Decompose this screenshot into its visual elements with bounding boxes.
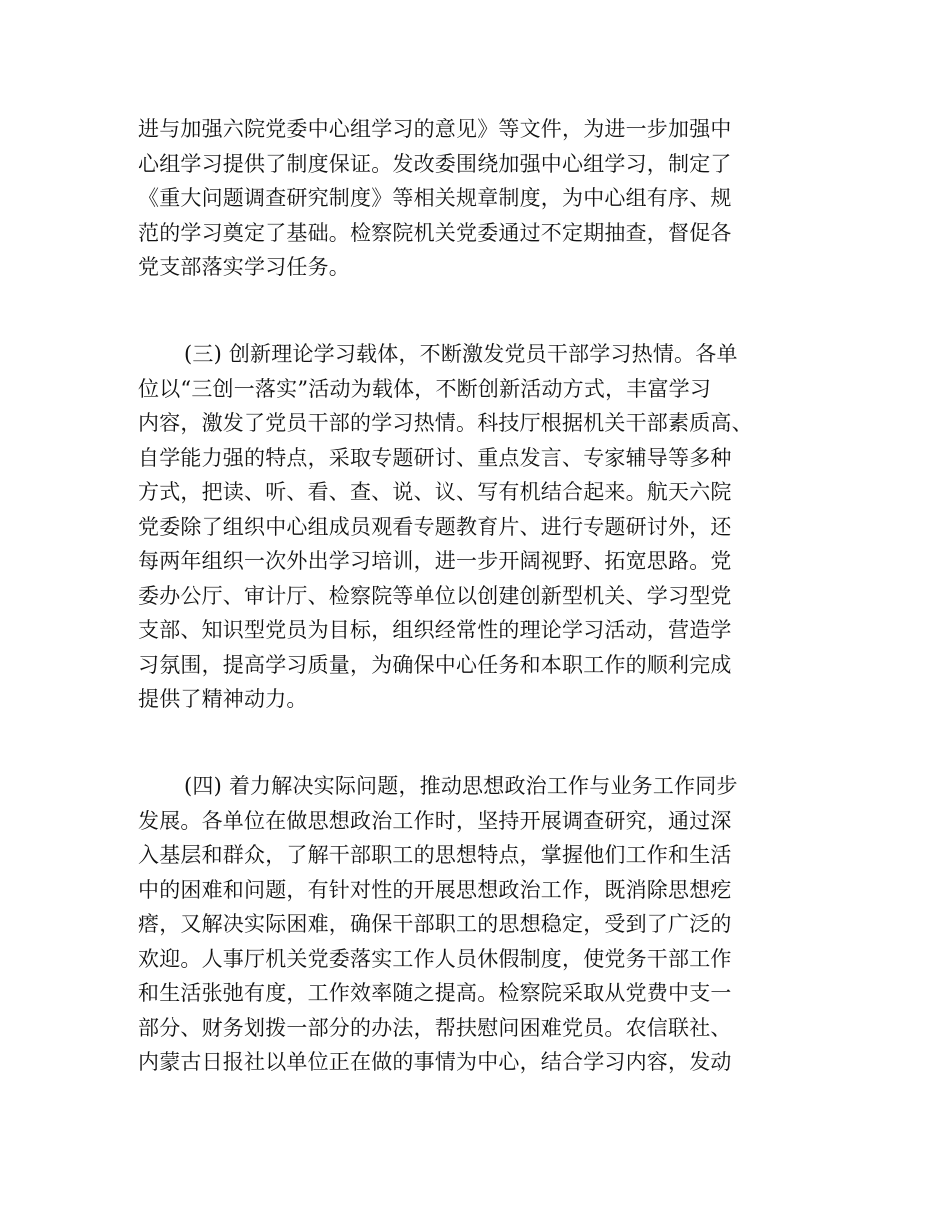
paragraph-line: 进与加强六院党委中心组学习的意见》等文件，为进一步加强中 — [138, 117, 732, 141]
paragraph-line: 中的困难和问题，有针对性的开展思想政治工作，既消除思想疙 — [138, 877, 732, 902]
section-heading-line: (三) 创新理论学习载体，不断激发党员干部学习热情。各单 — [184, 342, 738, 366]
paragraph-line: 委办公厅、审计厅、检察院等单位以创建创新型机关、学习型党 — [138, 583, 732, 608]
paragraph-line: 党支部落实学习任务。 — [138, 255, 350, 279]
section-heading-line: (四) 着力解决实际问题，推动思想政治工作与业务工作同步 — [184, 774, 738, 798]
paragraph-line: 位以“三创一落实”活动为载体，不断创新活动方式，丰富学习 — [138, 376, 712, 401]
paragraph-section-four — [138, 769, 758, 1080]
paragraph-line: 支部、知识型党员为目标，组织经常性的理论学习活动，营造学 — [138, 618, 732, 642]
paragraph-line: 每两年组织一次外出学习培训，进一步开阔视野、拓宽思路。党 — [138, 549, 732, 573]
paragraph-line: 党委除了组织中心组成员观看专题教育片、进行专题研讨外，还 — [138, 514, 732, 539]
paragraph-line: 内蒙古日报社以单位正在做的事情为中心，结合学习内容，发动 — [138, 1050, 732, 1074]
paragraph-line: 《重大问题调查研究制度》等相关规章制度，为中心组有序、规 — [138, 186, 732, 210]
paragraph-line: 欢迎。人事厅机关党委落实工作人员休假制度，使党务干部工作 — [138, 946, 732, 971]
paragraph-line: 自学能力强的特点，采取专题研讨、重点发言、专家辅导等多种 — [138, 445, 732, 470]
paragraph-line: 方式，把读、听、看、查、说、议、写有机结合起来。航天六院 — [138, 480, 732, 504]
paragraph-line: 内容，激发了党员干部的学习热情。科技厅根据机关干部素质高、 — [138, 411, 753, 435]
paragraph-line: 范的学习奠定了基础。检察院机关党委通过不定期抽查，督促各 — [138, 220, 732, 245]
paragraph-line: 和生活张弛有度，工作效率随之提高。检察院采取从党费中支一 — [138, 981, 732, 1005]
paragraph-line: 习氛围，提高学习质量，为确保中心任务和本职工作的顺利完成 — [138, 652, 732, 677]
paragraph-line: 部分、财务划拨一部分的办法，帮扶慰问困难党员。农信联社、 — [138, 1015, 732, 1040]
paragraph-study-system — [138, 112, 758, 285]
paragraph-line: 心组学习提供了制度保证。发改委围绕加强中心组学习，制定了 — [138, 151, 732, 176]
paragraph-line: 入基层和群众，了解干部职工的思想特点，掌握他们工作和生活 — [138, 843, 732, 867]
paragraph-line: 瘩，又解决实际困难，确保干部职工的思想稳定，受到了广泛的 — [138, 912, 732, 936]
paragraph-line: 提供了精神动力。 — [138, 687, 308, 711]
paragraph-line: 发展。各单位在做思想政治工作时，坚持开展调查研究，通过深 — [138, 808, 732, 833]
paragraph-section-three — [138, 337, 758, 717]
